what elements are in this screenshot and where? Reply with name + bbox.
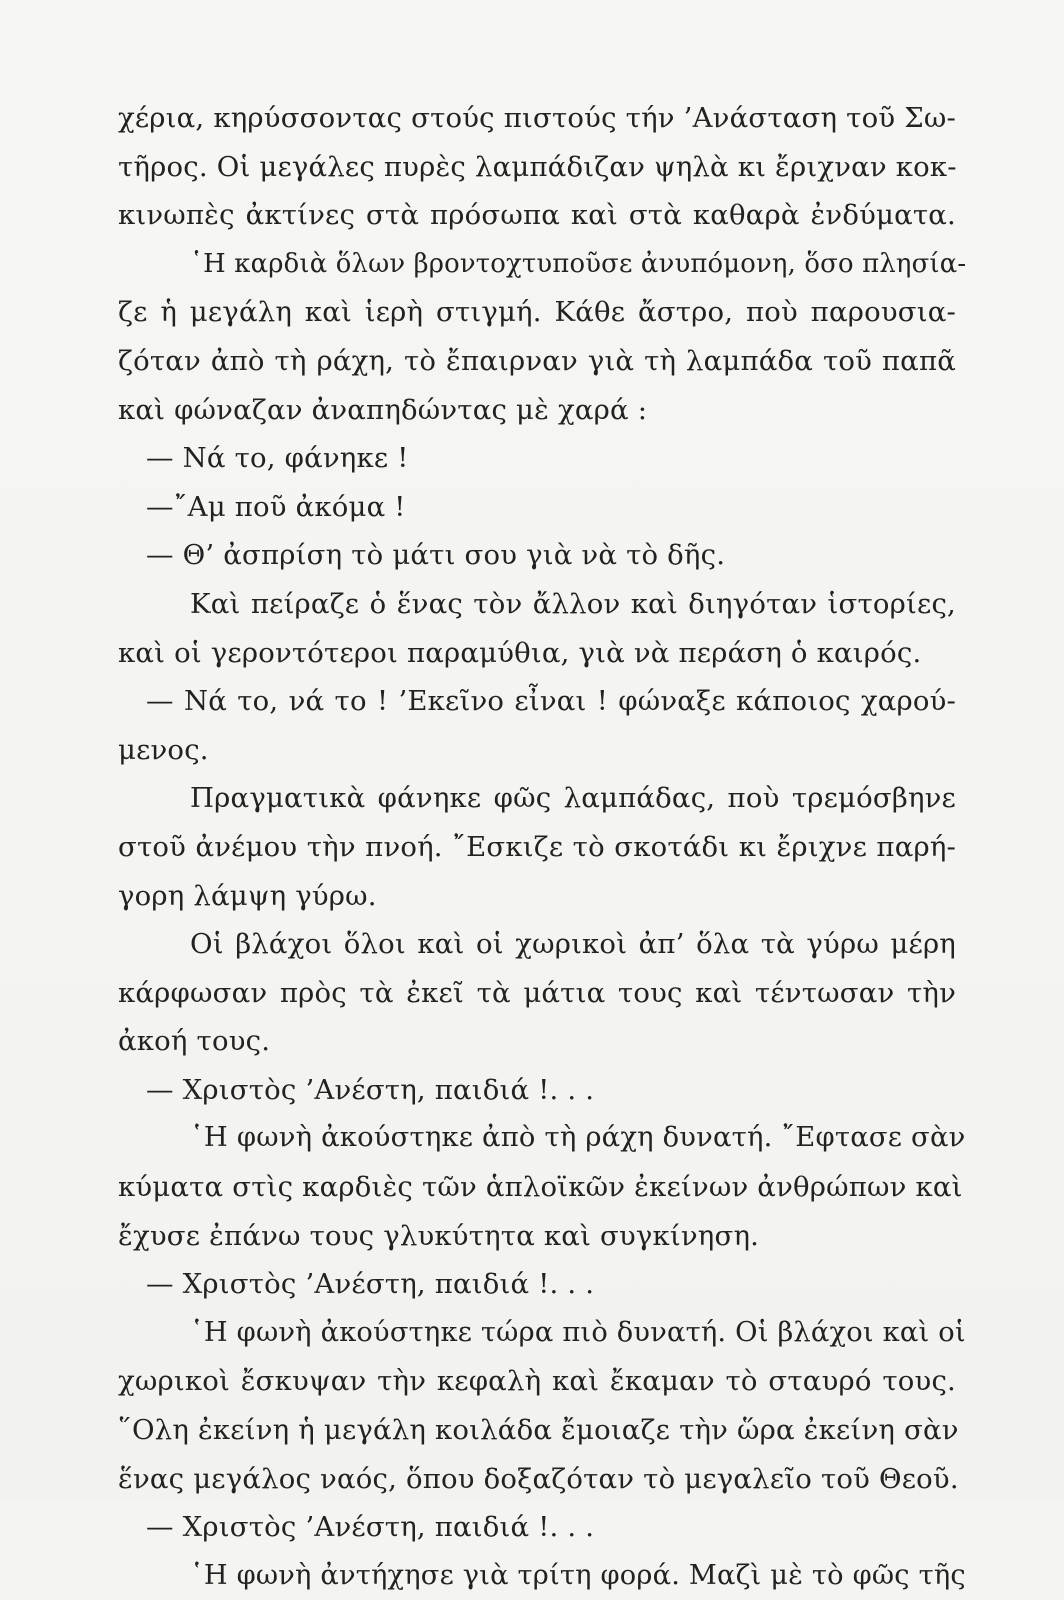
text-line: Πραγματικὰ φάνηκε φῶς λαμπάδας, ποὺ τρεμόσβηνε — [190, 782, 956, 815]
text-line: — Χριστὸς ’Ανέστη, παιδιά !. . . — [146, 1511, 595, 1544]
text-line: ἕνας μεγάλος ναός, ὅπου δοξαζόταν τὸ μεγαλεῖο τοῦ Θεοῦ. — [118, 1462, 959, 1495]
text-line: ῞Ολη ἐκείνη ἡ μεγάλη κοιλάδα ἔμοιαζε τὴν ὥρα ἐκείνη σὰν — [118, 1414, 959, 1447]
text-line: ῾Η φωνὴ ἀκούστηκε ἀπὸ τὴ ράχη δυνατή. ῎Εφτασε σὰν — [190, 1122, 966, 1154]
text-line: κάρφωσαν πρὸς τὰ ἐκεῖ τὰ μάτια τους καὶ τέντωσαν τὴν — [118, 976, 956, 1009]
text-line: Οἱ βλάχοι ὅλοι καὶ οἱ χωρικοὶ ἀπ’ ὅλα τὰ γύρω μέρη — [190, 928, 956, 961]
text-line: ῾Η φωνὴ ἀντήχησε γιὰ τρίτη φορά. Μαζὶ μὲ τὸ φῶς τῆς — [190, 1559, 966, 1591]
text-line: — Νά το, φάνηκε ! — [146, 442, 409, 475]
text-line: ζε ἡ μεγάλη καὶ ἱερὴ στιγμή. Κάθε ἄστρο, ποὺ παρουσια- — [118, 296, 956, 329]
text-line: ζόταν ἀπὸ τὴ ράχη, τὸ ἔπαιρναν γιὰ τὴ λαμπάδα τοῦ παπᾶ — [118, 344, 956, 377]
text-line: — Χριστὸς ’Ανέστη, παιδιά !. . . — [146, 1268, 595, 1301]
text-line: — Νά το, νά το ! ’Εκεῖνο εἶναι ! φώναξε κάποιος χαρού- — [146, 685, 956, 718]
text-line: ῾Η φωνὴ ἀκούστηκε τώρα πιὸ δυνατή. Οἱ βλάχοι καὶ οἱ — [190, 1316, 966, 1348]
text-line: γορη λάμψη γύρω. — [118, 879, 377, 912]
text-line: —῎Αμ ποῦ ἀκόμα ! — [146, 490, 406, 523]
text-line: κινωπὲς ἀκτίνες στὰ πρόσωπα καὶ στὰ καθαρὰ ἐνδύματα. — [118, 199, 956, 232]
text-line: χωρικοὶ ἔσκυψαν τὴν κεφαλὴ καὶ ἔκαμαν τὸ σταυρό τους. — [118, 1365, 956, 1398]
text-line: ῾Η καρδιὰ ὅλων βροντοχτυποῦσε ἀνυπόμονη, ὅσο πλησία- — [190, 248, 967, 279]
text-line: τῆρος. Οἱ μεγάλες πυρὲς λαμπάδιζαν ψηλὰ κι ἔριχναν κοκ- — [118, 150, 957, 183]
text-line: ἀκοή τους. — [118, 1025, 271, 1058]
text-line: ἔχυσε ἐπάνω τους γλυκύτητα καὶ συγκίνηση. — [118, 1219, 760, 1252]
text-line: Καὶ πείραζε ὁ ἕνας τὸν ἄλλον καὶ διηγόταν ἱστορίες, — [190, 587, 956, 620]
text-line: — Θ’ ἀσπρίση τὸ μάτι σου γιὰ νὰ τὸ δῆς. — [146, 539, 726, 572]
text-line: στοῦ ἀνέμου τὴν πνοή. ῎Εσκιζε τὸ σκοτάδι κι ἔριχνε παρή- — [118, 830, 956, 863]
text-line: καὶ οἱ γεροντότεροι παραμύθια, γιὰ νὰ περάση ὁ καιρός. — [118, 636, 922, 669]
text-line: χέρια, κηρύσσοντας στούς πιστούς τήν ’Ανάσταση τοῦ Σω- — [118, 102, 956, 134]
text-line: κύματα στὶς καρδιὲς τῶν ἁπλοϊκῶν ἐκείνων ἀνθρώπων καὶ — [118, 1171, 963, 1204]
text-line: καὶ φώναζαν ἀναπηδώντας μὲ χαρά : — [118, 393, 648, 426]
text-line: μενος. — [118, 733, 209, 766]
text-line: — Χριστὸς ’Ανέστη, παιδιά !. . . — [146, 1073, 595, 1106]
page-text-block — [118, 94, 967, 1600]
